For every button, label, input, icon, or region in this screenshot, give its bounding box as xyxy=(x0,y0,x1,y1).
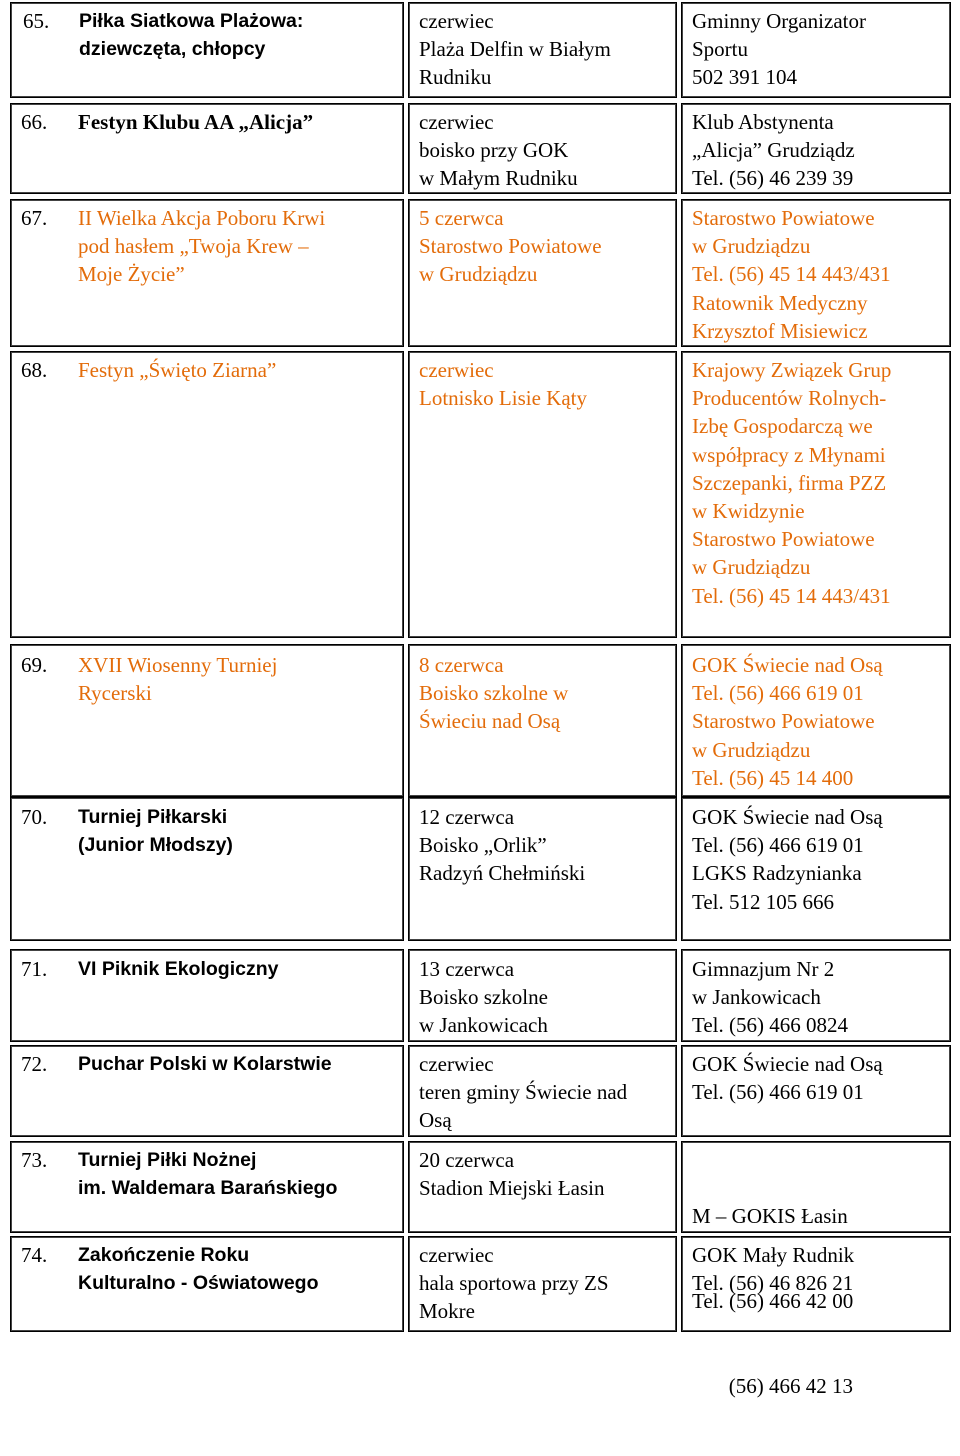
event-name: Turniej Piłki Nożnej im. Waldemara Barańskiego xyxy=(78,1149,338,1200)
organizer-cell: GOK Świecie nad Osą Tel. (56) 466 619 01 xyxy=(681,1045,951,1137)
date-place-cell: 13 czerwca Boisko szkolne w Jankowicach xyxy=(408,949,677,1042)
event-cell xyxy=(10,199,404,347)
organizer-cell: M – GOKIS Łasin Tel. (56) 466 42 00 (56) 466 42 13 xyxy=(681,1141,951,1233)
event-name: Zakończenie Roku Kulturalno - Oświatowego xyxy=(78,1244,319,1295)
organizer-cell: Gminny Organizator Sportu 502 391 104 xyxy=(681,2,951,98)
table-row xyxy=(0,2,960,98)
row-number: 65. xyxy=(23,9,50,33)
date-place-cell: czerwiec Plaża Delfin w Białym Rudniku xyxy=(408,2,677,98)
event-cell xyxy=(10,351,404,638)
row-number: 66. xyxy=(21,110,48,134)
table-row xyxy=(0,103,960,194)
event-cell xyxy=(10,949,404,1042)
organizer-cell: Gimnazjum Nr 2 w Jankowicach Tel. (56) 466 0824 xyxy=(681,949,951,1042)
organizer-cell: Starostwo Powiatowe w Grudziądzu Tel. (56) 45 14 443/431 Ratownik Medyczny Krzysztof Misiewicz xyxy=(681,199,951,347)
event-name: Festyn „Święto Ziarna” xyxy=(78,358,277,382)
event-name: Piłka Siatkowa Plażowa: dziewczęta, chłopcy xyxy=(79,10,304,61)
table-row xyxy=(0,949,960,1042)
table-row xyxy=(0,644,960,797)
event-name: II Wielka Akcja Poboru Krwi pod hasłem „Twoja Krew – Moje Życie” xyxy=(78,206,326,287)
table-row xyxy=(0,351,960,638)
row-number: 73. xyxy=(21,1148,48,1172)
row-number: 72. xyxy=(21,1052,48,1076)
date-place-cell: czerwiec hala sportowa przy ZS Mokre xyxy=(408,1236,677,1332)
event-cell xyxy=(10,797,404,941)
event-name: Festyn Klubu AA „Alicja” xyxy=(78,110,314,134)
event-name: Puchar Polski w Kolarstwie xyxy=(78,1053,332,1075)
organizer-cell: Krajowy Związek Grup Producentów Rolnych- Izbę Gospodarczą we współpracy z Młynami Szczepanki, firma PZZ w Kwidzynie Starostwo Powiatowe w Grudziądzu Tel. (56) 45 14 443/431 xyxy=(681,351,951,638)
row-number: 70. xyxy=(21,805,48,829)
date-place-cell: 5 czerwca Starostwo Powiatowe w Grudziądzu xyxy=(408,199,677,347)
event-name: Turniej Piłkarski (Junior Młodszy) xyxy=(78,806,233,857)
date-place-cell: 12 czerwca Boisko „Orlik” Radzyń Chełmiński xyxy=(408,797,677,941)
event-name: VI Piknik Ekologiczny xyxy=(78,958,279,980)
row-number: 68. xyxy=(21,358,48,382)
event-cell xyxy=(10,1236,404,1332)
table-row xyxy=(0,1236,960,1332)
date-place-cell: 8 czerwca Boisko szkolne w Świeciu nad Osą xyxy=(408,644,677,797)
event-cell xyxy=(10,1045,404,1137)
event-cell xyxy=(10,1141,404,1233)
event-cell xyxy=(10,103,404,194)
table-row xyxy=(0,199,960,347)
row-number: 71. xyxy=(21,957,48,981)
organizer-cell: Klub Abstynenta „Alicja” Grudziądz Tel. (56) 46 239 39 xyxy=(681,103,951,194)
row-number: 67. xyxy=(21,206,48,230)
row-number: 69. xyxy=(21,653,48,677)
event-cell xyxy=(10,644,404,797)
organizer-cell: GOK Mały Rudnik Tel. (56) 46 826 21 xyxy=(681,1236,951,1332)
organizer-cell: GOK Świecie nad Osą Tel. (56) 466 619 01 Starostwo Powiatowe w Grudziądzu Tel. (56) 45 14 400 xyxy=(681,644,951,797)
event-name: XVII Wiosenny Turniej Rycerski xyxy=(78,653,278,706)
table-row xyxy=(0,1045,960,1137)
date-place-cell: czerwiec boisko przy GOK w Małym Rudniku xyxy=(408,103,677,194)
date-place-cell: czerwiec teren gminy Świecie nad Osą xyxy=(408,1045,677,1137)
date-place-cell: 20 czerwca Stadion Miejski Łasin xyxy=(408,1141,677,1233)
row-number: 74. xyxy=(21,1243,48,1267)
organizer-cell: GOK Świecie nad Osą Tel. (56) 466 619 01 LGKS Radzynianka Tel. 512 105 666 xyxy=(681,797,951,941)
date-place-cell: czerwiec Lotnisko Lisie Kąty xyxy=(408,351,677,638)
table-row xyxy=(0,797,960,941)
event-cell xyxy=(10,2,404,98)
